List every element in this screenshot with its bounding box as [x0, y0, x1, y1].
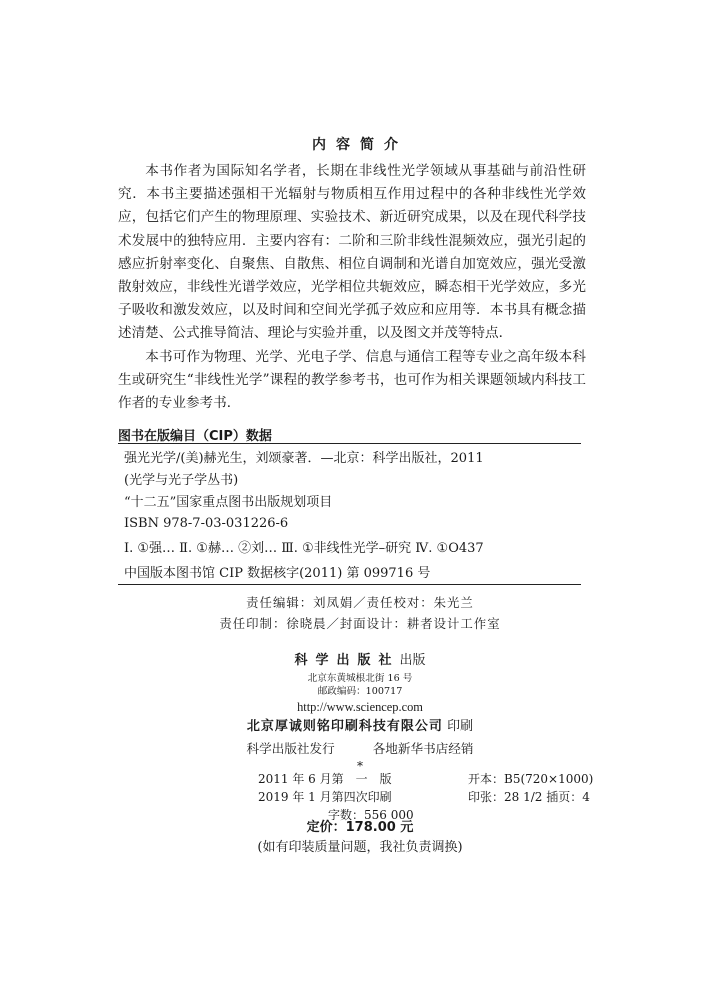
- distributor: 科学出版社发行: [246, 741, 335, 756]
- cip-record: 中国版本图书馆 CIP 数据核字(2011) 第 099716 号: [124, 565, 431, 581]
- publisher-line: [0, 650, 720, 672]
- publisher-action: 出版: [399, 653, 426, 668]
- publisher-name: 科学出版社: [294, 653, 400, 668]
- edition-specs: [258, 770, 593, 824]
- publisher-url: http://www.sciencep.com: [297, 700, 423, 714]
- sheets: 印张：28 1/2 插页：4: [468, 790, 590, 804]
- cip-block: [124, 448, 484, 585]
- intro-paragraph-2: 本书可作为物理、光学、光电子学、信息与通信工程等专业之高年级本科生或研究生“非线性光学”课程的教学参考书，也可作为相关课题领域内科技工作者的专业参考书．: [118, 348, 586, 412]
- specs-row-2: [258, 788, 593, 806]
- printer-line: [0, 716, 720, 738]
- edition: 2011 年 6 月第 一 版: [258, 772, 392, 786]
- publication-info: [0, 650, 720, 772]
- seller: 各地新华书店经销: [372, 741, 474, 756]
- cip-project: “十二五”国家重点图书出版规划项目: [124, 494, 333, 510]
- credits-editors: 责任编辑：刘凤娟／责任校对：朱光兰: [246, 595, 474, 610]
- printing: 2019 年 1 月第四次印刷: [258, 790, 392, 804]
- credits: [0, 592, 720, 634]
- cip-title-line: 强光光学/(美)赫光生，刘颂豪著．—北京：科学出版社，2011: [124, 451, 484, 466]
- cip-heading: 图书在版编目（CIP）数据: [118, 429, 272, 444]
- cip-isbn: ISBN 978-7-03-031226-6: [124, 516, 289, 532]
- intro-paragraph-1: 本书作者为国际知名学者，长期在非线性光学领域从事基础与前沿性研究．本书主要描述强相干光辐射与物质相互作用过程中的各种非线性光学效应，包括它们产生的物理原理、实验技术、新近研究成果，以及在现代科学技术发展中的独特应用．主要内容有：二阶和三阶非线性混频效应，强光引起的感应折射率变化、自聚焦、自散焦、相位自调制和光谱自加宽效应，强光受激散射效应，非线性光谱学效应，光学相位共轭效应，瞬态相干光学效应，多光子吸收和激发效应，以及时间和空间光学孤子效应和应用等．本书具有概念描述清楚、公式推导简洁、理论与实验并重，以及图文并茂等特点．: [118, 163, 586, 342]
- publisher-postcode: 邮政编码：100717: [317, 686, 403, 697]
- cip-bottom-rule: [118, 584, 581, 585]
- distribution-line: [0, 738, 720, 760]
- printer-action: 印刷: [447, 719, 474, 734]
- printer-name: 北京厚诚则铭印刷科技有限公司: [246, 719, 443, 734]
- price: 定价：178.00 元: [306, 820, 414, 835]
- publisher-address: 北京东黄城根北街 16 号: [307, 673, 413, 684]
- credits-production: 责任印制：徐晓晨／封面设计：耕者设计工作室: [219, 616, 501, 631]
- quality-notice: (如有印装质量问题，我社负责调换): [257, 840, 463, 855]
- separator-star: *: [357, 759, 363, 773]
- cip-top-rule: [118, 443, 581, 444]
- specs-row-1: [258, 770, 593, 788]
- intro-title: 内容简介: [312, 137, 408, 153]
- format: 开本：B5(720×1000): [468, 772, 594, 786]
- cip-series: (光学与光子学丛书): [124, 472, 239, 488]
- intro-body: [118, 160, 586, 415]
- cip-classification: Ⅰ. ①强… Ⅱ. ①赫… ②刘… Ⅲ. ①非线性光学–研究 Ⅳ. ①O437: [124, 541, 484, 557]
- word-count: 字数：556 000: [328, 808, 414, 822]
